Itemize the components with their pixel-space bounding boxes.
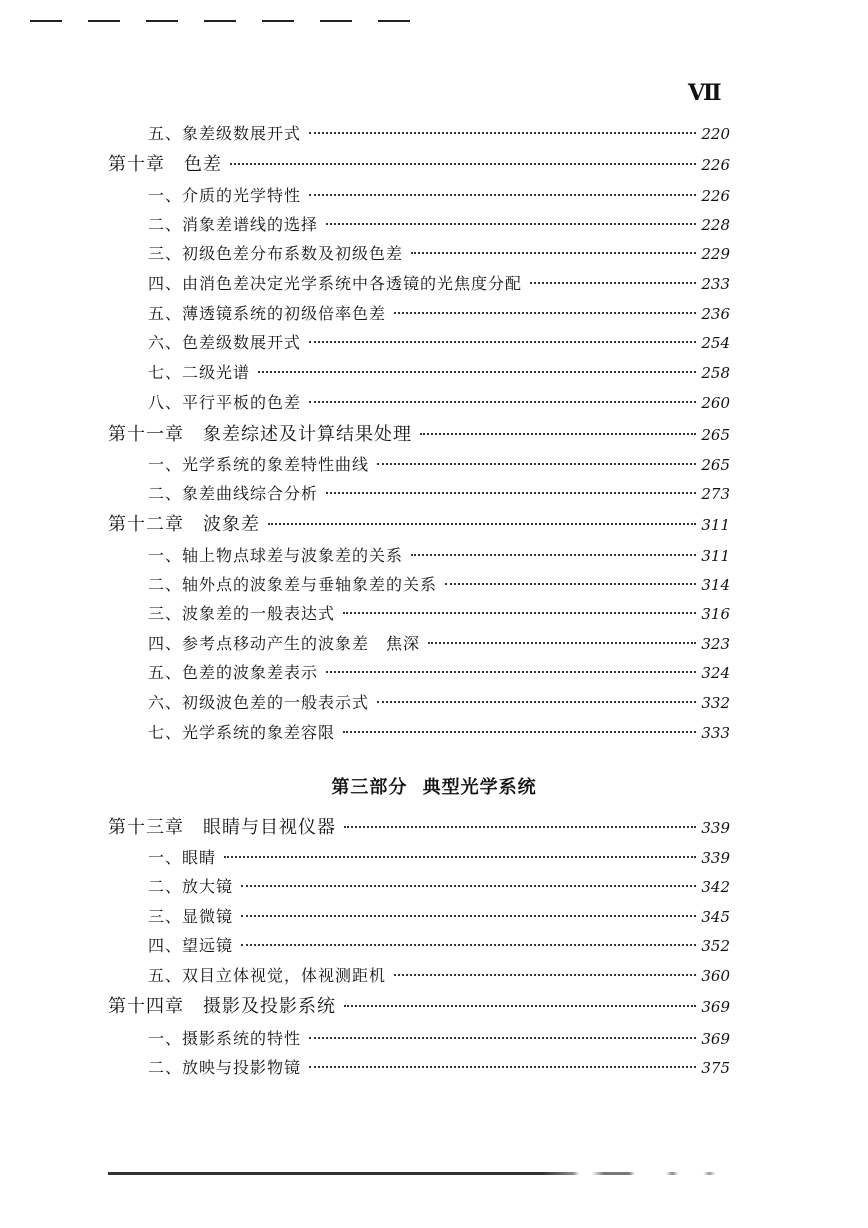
dot-leader [230,163,696,165]
toc-entry[interactable] [148,360,730,386]
toc-entry-title: 二、放映与投影物镜 [148,1058,302,1077]
toc-entry-title: 四、望远镜 [148,936,234,955]
page-number: Ⅶ [688,80,721,106]
toc-entry-title: 四、由消色差决定光学系统中各透镜的光焦度分配 [148,274,523,293]
dot-leader [309,341,696,343]
toc-entry-page: 342 [701,878,730,896]
dot-leader [411,554,696,556]
dot-leader [394,974,696,976]
toc-entry-page: 345 [701,908,730,926]
dot-leader [309,132,696,134]
toc-entry-page: 265 [701,456,730,474]
dot-leader [394,312,696,314]
toc-entry-title: 第十一章 象差综述及计算结果处理 [108,424,412,445]
dot-leader [343,731,696,733]
dot-leader [343,612,696,614]
toc-entry[interactable] [148,543,730,569]
toc-entry-title: 五、象差级数展开式 [148,124,302,143]
toc-chapter[interactable] [108,813,730,839]
toc-entry-page: 229 [701,245,730,263]
toc-entry[interactable] [148,904,730,930]
toc-entry-title: 第十章 色差 [108,154,222,175]
toc-entry-page: 314 [701,576,730,594]
dot-leader [224,856,696,858]
dot-leader [344,826,696,828]
toc-entry-title: 四、参考点移动产生的波象差 焦深 [148,634,421,653]
dot-leader [258,371,696,373]
toc-chapter[interactable] [108,992,730,1018]
part-label: 第三部分 [331,777,408,798]
dot-leader [309,1037,696,1039]
toc-entry-title: 第十三章 眼睛与目视仪器 [108,817,336,838]
dot-leader [326,223,696,225]
toc-entry-title: 五、色差的波象差表示 [148,663,319,682]
toc-entry-title: 一、眼睛 [148,848,217,867]
toc-entry[interactable] [148,963,730,989]
toc-entry[interactable] [148,330,730,356]
toc-entry-page: 360 [701,967,730,985]
dot-leader [309,194,696,196]
toc-entry[interactable] [148,241,730,267]
toc-entry-page: 226 [701,156,730,174]
dot-leader [428,642,696,644]
toc-entry-title: 一、光学系统的象差特性曲线 [148,455,370,474]
toc-entry-page: 311 [701,547,730,565]
toc-entry-title: 二、轴外点的波象差与垂轴象差的关系 [148,575,438,594]
toc-entry-page: 265 [701,426,730,444]
dot-leader [530,282,696,284]
dot-leader [268,523,696,525]
toc-entry[interactable] [148,720,730,746]
toc-entry[interactable] [148,1055,730,1081]
part-title: 典型光学系统 [422,777,537,798]
toc-entry[interactable] [148,390,730,416]
toc-entry[interactable] [148,271,730,297]
toc-entry-page: 226 [701,187,730,205]
toc-entry-page: 323 [701,635,730,653]
toc-entry-title: 二、象差曲线综合分析 [148,484,319,503]
toc-entry-title: 二、放大镜 [148,877,234,896]
toc-entry-title: 七、光学系统的象差容限 [148,723,336,742]
toc-entry[interactable] [148,874,730,900]
toc-entry-page: 258 [701,364,730,382]
dot-leader [309,401,696,403]
toc-entry-page: 236 [701,305,730,323]
toc-entry-page: 260 [701,394,730,412]
toc-entry-page: 352 [701,937,730,955]
toc-entry-page: 316 [701,605,730,623]
toc-entry-title: 六、色差级数展开式 [148,333,302,352]
toc-entry-title: 一、摄影系统的特性 [148,1029,302,1048]
toc-entry-page: 332 [701,694,730,712]
toc-entry[interactable] [148,690,730,716]
dot-leader [445,583,696,585]
toc-entry-page: 233 [701,275,730,293]
toc-entry[interactable] [148,301,730,327]
dot-leader [241,915,696,917]
toc-entry-page: 339 [701,819,730,837]
bottom-edge-rule [108,1172,728,1175]
toc-entry-page: 369 [701,998,730,1016]
toc-entry-page: 333 [701,724,730,742]
toc-entry-page: 228 [701,216,730,234]
toc-entry[interactable] [148,845,730,871]
toc-entry-title: 五、薄透镜系统的初级倍率色差 [148,304,387,323]
dot-leader [241,885,696,887]
toc-entry-page: 254 [701,334,730,352]
toc-chapter[interactable] [108,510,730,536]
toc-entry-title: 三、初级色差分布系数及初级色差 [148,244,404,263]
toc-entry[interactable] [148,601,730,627]
dot-leader [241,944,696,946]
dot-leader [411,252,696,254]
toc-entry-title: 一、轴上物点球差与波象差的关系 [148,546,404,565]
toc-entry-title: 二、消象差谱线的选择 [148,215,319,234]
toc-chapter[interactable] [108,150,730,176]
toc-entry[interactable] [148,572,730,598]
toc-entry-title: 七、二级光谱 [148,363,251,382]
dot-leader [377,701,696,703]
toc-entry[interactable] [148,183,730,209]
toc-entry-title: 三、显微镜 [148,907,234,926]
toc-entry-title: 三、波象差的一般表达式 [148,604,336,623]
dot-leader [420,433,696,435]
toc-entry[interactable] [148,452,730,478]
toc-entry-page: 311 [701,516,730,534]
dot-leader [377,463,696,465]
part-heading [0,773,868,799]
toc-entry-title: 五、双目立体视觉，体视测距机 [148,966,387,985]
toc-entry-page: 273 [701,485,730,503]
toc-entry[interactable] [148,631,730,657]
toc-chapter[interactable] [108,420,730,446]
dot-leader [344,1005,696,1007]
toc-entry-title: 第十二章 波象差 [108,514,260,535]
toc-entry-title: 六、初级波色差的一般表示式 [148,693,370,712]
dot-leader [326,492,696,494]
toc-entry-page: 339 [701,849,730,867]
toc-entry-title: 一、介质的光学特性 [148,186,302,205]
toc-entry[interactable] [148,1026,730,1052]
toc-entry[interactable] [148,933,730,959]
toc-entry[interactable] [148,212,730,238]
toc-entry-page: 369 [701,1030,730,1048]
toc-entry-title: 八、平行平板的色差 [148,393,302,412]
toc-entry-page: 324 [701,664,730,682]
toc-entry[interactable] [148,121,730,147]
dot-leader [309,1066,696,1068]
toc-entry-page: 375 [701,1059,730,1077]
toc-entry[interactable] [148,660,730,686]
toc-entry-title: 第十四章 摄影及投影系统 [108,996,336,1017]
dot-leader [326,671,696,673]
toc-entry[interactable] [148,481,730,507]
toc-entry-page: 220 [701,125,730,143]
